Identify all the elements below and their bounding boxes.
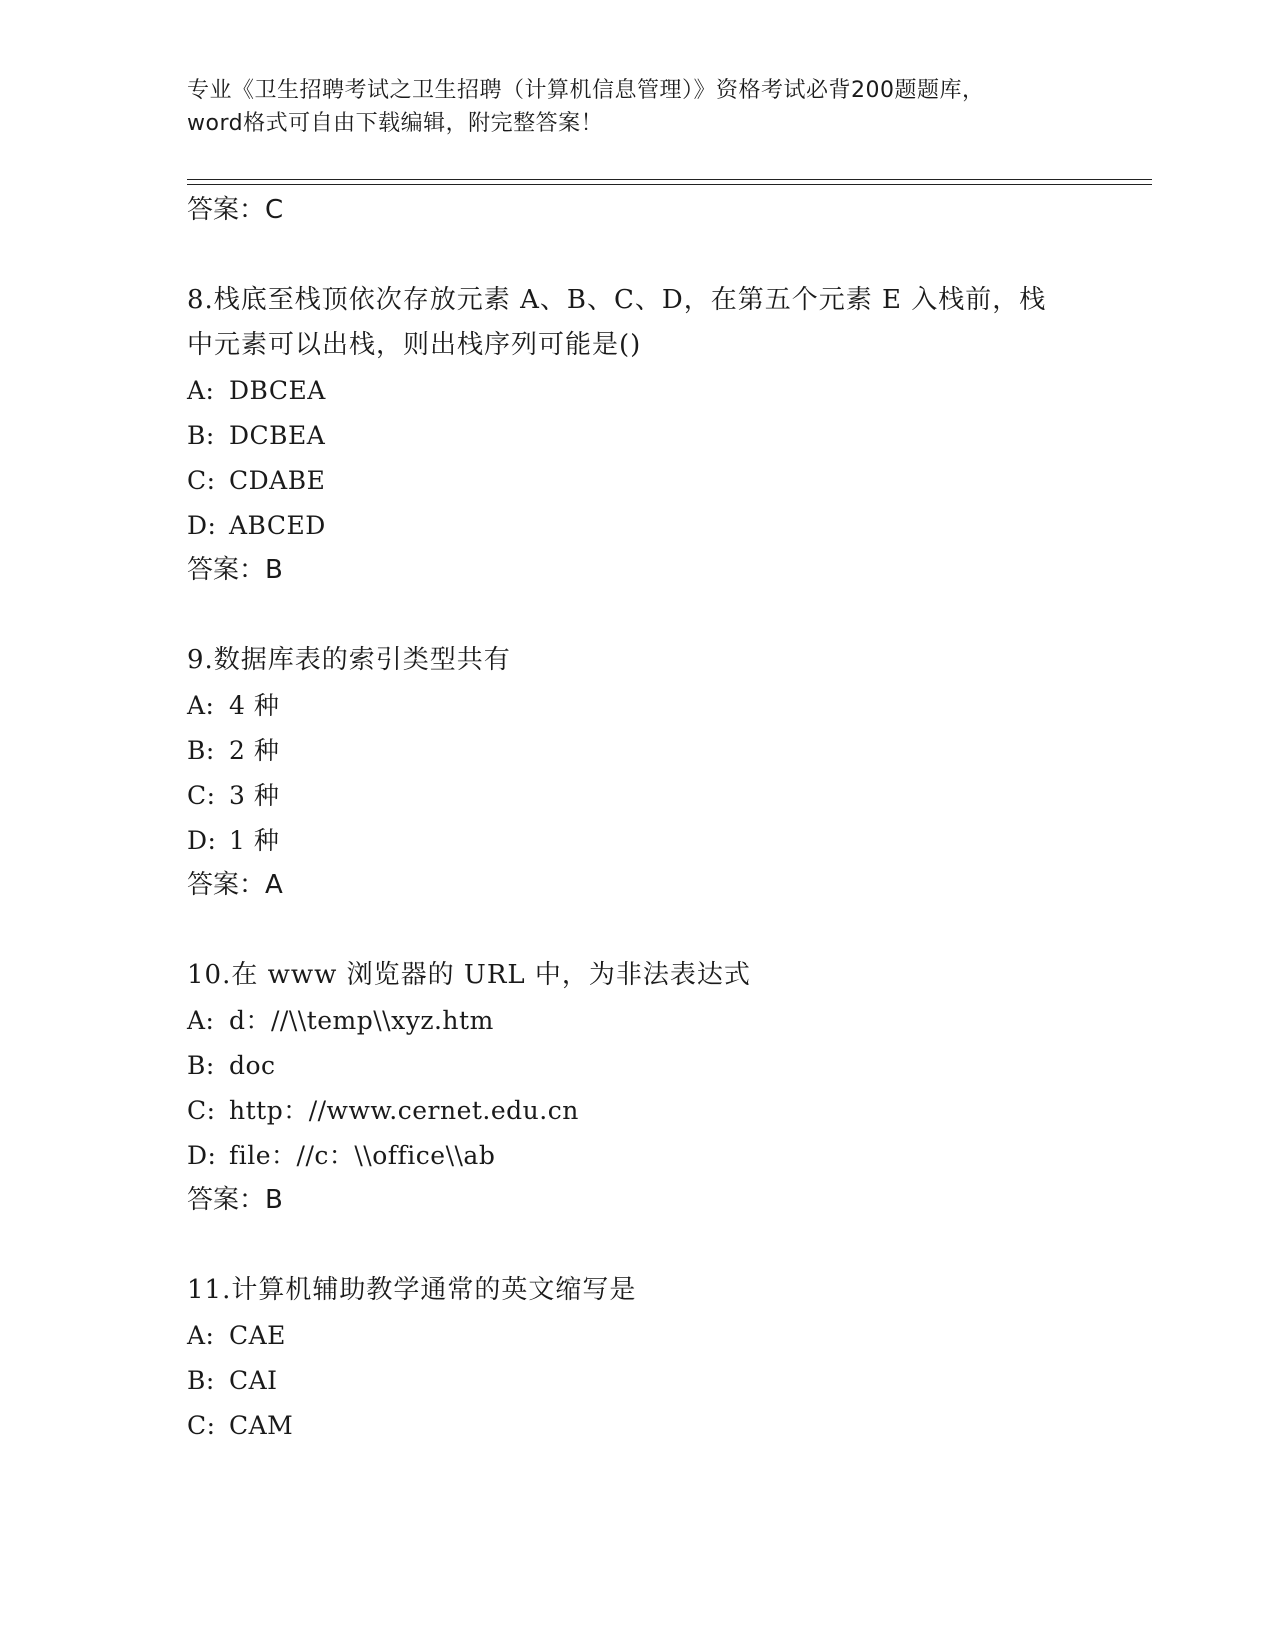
option-text: 1 种 — [229, 826, 280, 855]
option-c — [187, 1403, 1087, 1448]
option-text: DBCEA — [229, 376, 326, 405]
option-label: B: — [187, 1366, 215, 1395]
option-label: B: — [187, 736, 215, 765]
option-a — [187, 683, 1087, 728]
header-divider-bottom — [187, 184, 1152, 185]
question-text-line: 10.在 www 浏览器的 URL 中，为非法表达式 — [187, 960, 751, 990]
option-label: A: — [187, 1006, 215, 1035]
option-label: D: — [187, 1141, 217, 1170]
document-header — [187, 74, 1087, 140]
option-label: D: — [187, 511, 217, 540]
option-label: C: — [187, 466, 216, 495]
option-text: DCBEA — [229, 421, 326, 450]
header-divider-top — [187, 179, 1152, 180]
question-text-line: 11.计算机辅助教学通常的英文缩写是 — [187, 1275, 637, 1305]
header-line-1: 专业《卫生招聘考试之卫生招聘（计算机信息管理）》资格考试必背200题题库， — [187, 78, 985, 103]
option-a — [187, 998, 1087, 1043]
option-text: ABCED — [229, 511, 326, 540]
option-a — [187, 1313, 1087, 1358]
option-text: d：//\\temp\\xyz.htm — [229, 1006, 494, 1035]
option-text: CDABE — [229, 466, 326, 495]
answer-9: 答案：A — [187, 870, 283, 900]
question-text-line: 8.栈底至栈顶依次存放元素 A、B、C、D，在第五个元素 E 入栈前，栈 — [187, 285, 1047, 315]
option-label: A: — [187, 1321, 215, 1350]
option-label: A: — [187, 376, 215, 405]
option-b — [187, 413, 1087, 458]
option-label: C: — [187, 1096, 216, 1125]
option-c — [187, 458, 1087, 503]
option-text: 3 种 — [229, 781, 280, 810]
option-label: B: — [187, 421, 215, 450]
option-text: CAE — [229, 1321, 286, 1350]
option-text: 2 种 — [229, 736, 280, 765]
question-9 — [187, 638, 1087, 683]
option-d — [187, 818, 1087, 863]
question-8 — [187, 278, 1087, 368]
answer-8: 答案：B — [187, 555, 283, 585]
option-b — [187, 1043, 1087, 1088]
option-d — [187, 1133, 1087, 1178]
option-text: http：//www.cernet.edu.cn — [229, 1096, 579, 1125]
option-text: CAI — [229, 1366, 278, 1395]
option-text: file：//c：\\office\\ab — [229, 1141, 496, 1170]
option-d — [187, 503, 1087, 548]
option-label: D: — [187, 826, 217, 855]
question-10 — [187, 953, 1087, 998]
question-11 — [187, 1268, 1087, 1313]
question-text-line: 中元素可以出栈，则出栈序列可能是() — [187, 330, 642, 360]
question-text-line: 9.数据库表的索引类型共有 — [187, 645, 511, 675]
option-b — [187, 1358, 1087, 1403]
option-c — [187, 1088, 1087, 1133]
option-label: A: — [187, 691, 215, 720]
option-text: 4 种 — [229, 691, 280, 720]
header-line-2: word格式可自由下载编辑，附完整答案！ — [187, 111, 604, 136]
option-label: B: — [187, 1051, 215, 1080]
option-text: doc — [229, 1051, 276, 1080]
option-label: C: — [187, 1411, 216, 1440]
option-b — [187, 728, 1087, 773]
option-text: CAM — [229, 1411, 294, 1440]
answer-10: 答案：B — [187, 1185, 283, 1215]
option-c — [187, 773, 1087, 818]
option-label: C: — [187, 781, 216, 810]
option-a — [187, 368, 1087, 413]
answer-previous: 答案：C — [187, 195, 284, 225]
question-list — [187, 188, 1087, 1448]
